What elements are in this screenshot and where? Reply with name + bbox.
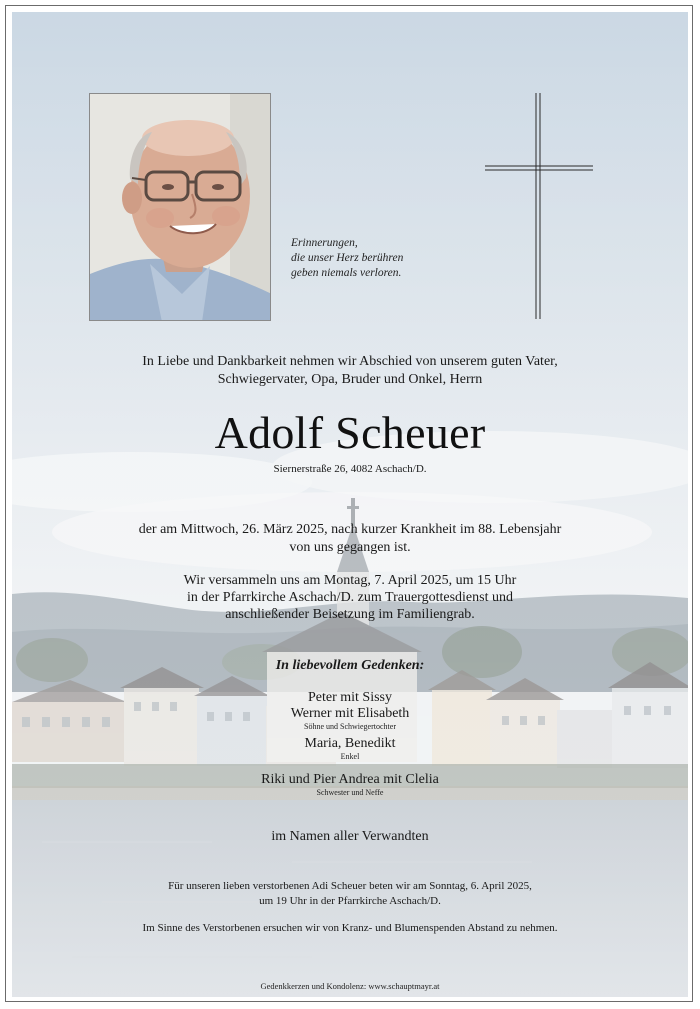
- quote-line: Erinnerungen,: [291, 237, 358, 249]
- mourner-name: Peter mit Sissy: [307, 690, 392, 705]
- mourner-relation: Enkel: [340, 752, 360, 761]
- death-notice-line: von uns gegangen ist.: [289, 540, 411, 555]
- mourner-relation: Söhne und Schwiegertochter: [304, 722, 396, 731]
- latin-cross-icon: [483, 93, 595, 321]
- quote-line: die unser Herz berühren: [291, 252, 404, 264]
- intro-line: Schwiegervater, Opa, Bruder und Onkel, Herrn: [217, 372, 483, 387]
- memorial-heading: In liebevollem Gedenken:: [275, 658, 425, 673]
- service-line: Wir versammeln uns am Montag, 7. April 2025, um 15 Uhr: [183, 573, 517, 588]
- intro-line: In Liebe und Dankbarkeit nehmen wir Abschied von unserem guten Vater,: [142, 354, 558, 369]
- memorial-quote: [291, 236, 481, 281]
- death-notice: [12, 521, 688, 557]
- mourner-name: Maria, Benedikt: [304, 736, 396, 751]
- prayer-line: um 19 Uhr in der Pfarrkirche Aschach/D.: [259, 895, 441, 907]
- service-line: anschließender Beisetzung im Familiengrab.: [225, 607, 475, 622]
- prayer-line: Für unseren lieben verstorbenen Adi Scheuer beten wir am Sonntag, 6. April 2025,: [168, 880, 532, 892]
- death-notice-line: der am Mittwoch, 26. März 2025, nach kurzer Krankheit im 88. Lebensjahr: [138, 522, 562, 537]
- mourner-name: Werner mit Elisabeth: [290, 706, 410, 721]
- quote-line: geben niemals verloren.: [291, 267, 402, 279]
- portrait-photo: [89, 93, 271, 321]
- flower-request: Im Sinne des Verstorbenen ersuchen wir von Kranz- und Blumenspenden Abstand zu nehmen.: [142, 922, 558, 934]
- deceased-name: Adolf Scheuer: [214, 407, 486, 458]
- mourner-relation: Schwester und Neffe: [316, 788, 384, 797]
- mourner-name: Riki und Pier Andrea mit Clelia: [261, 772, 439, 787]
- mourners-list: [12, 690, 688, 802]
- intro-text: [12, 353, 688, 389]
- prayer-notice: [12, 879, 688, 909]
- relatives-line: im Namen aller Verwandten: [271, 829, 429, 844]
- funeral-service-info: [12, 572, 688, 623]
- condolence-footer: Gedenkkerzen und Kondolenz: www.schauptmayr.at: [260, 981, 440, 991]
- service-line: in der Pfarrkirche Aschach/D. zum Trauergottesdienst und: [187, 590, 513, 605]
- deceased-address: Siernerstraße 26, 4082 Aschach/D.: [273, 463, 427, 475]
